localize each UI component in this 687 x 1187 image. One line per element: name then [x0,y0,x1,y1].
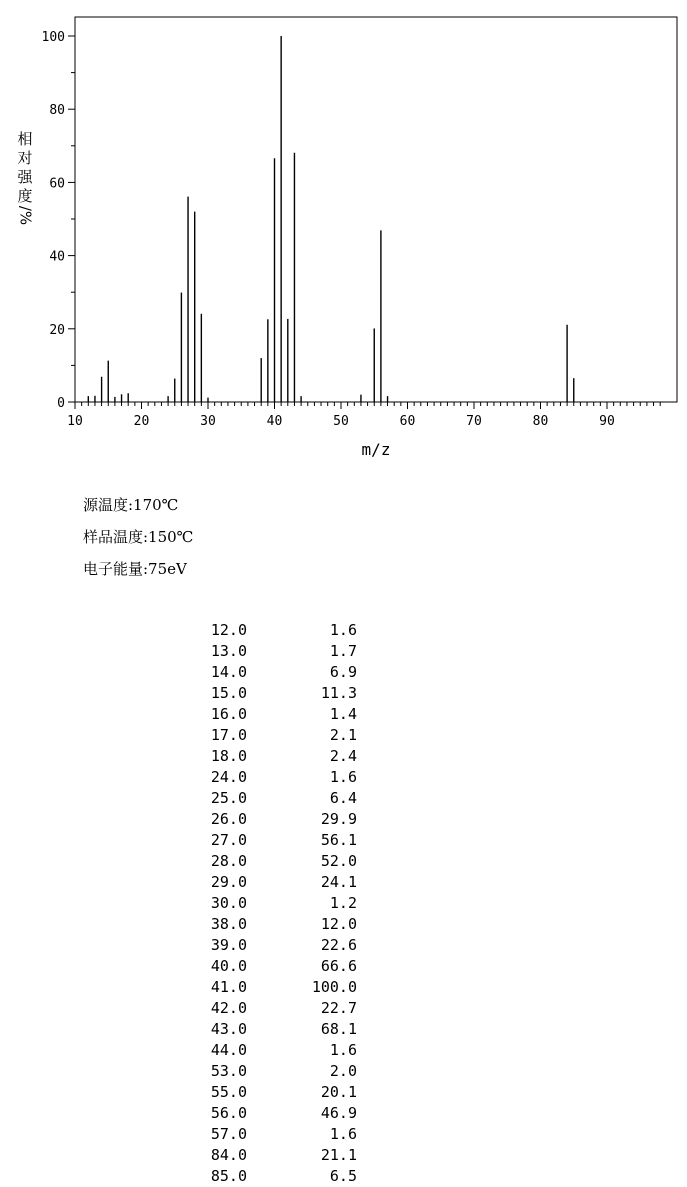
intensity-cell: 2.4 [329,747,357,765]
mz-cell: 84.0 [210,1146,247,1164]
table-row [195,683,357,704]
intensity-cell: 2.1 [329,726,357,744]
table-row [195,893,357,914]
intensity-cell: 66.6 [320,957,357,975]
x-tick-label: 20 [133,414,150,429]
y-axis-label-unit: /% [16,205,35,226]
table-row [195,641,357,662]
mz-cell: 14.0 [210,663,247,681]
mz-cell: 13.0 [210,642,247,660]
mz-cell: 43.0 [210,1020,247,1038]
table-row [195,830,357,851]
intensity-cell: 1.2 [329,894,357,912]
mz-cell: 30.0 [210,894,247,912]
mz-cell: 56.0 [210,1104,247,1122]
electron-energy: 电子能量:75eV [83,560,187,578]
table-row [195,935,357,956]
mz-cell: 55.0 [210,1083,247,1101]
intensity-cell: 12.0 [320,915,357,933]
spectrum-peaks [88,36,573,402]
y-tick-label: 100 [41,30,65,45]
table-row [195,851,357,872]
intensity-cell: 20.1 [320,1083,357,1101]
sample-temperature: 样品温度:150℃ [83,528,194,546]
y-axis-label-char: 度 [17,187,33,205]
table-row [195,1040,357,1061]
y-axis-label-char: 强 [17,168,33,186]
intensity-cell: 1.6 [329,621,357,639]
x-tick-label: 90 [599,414,615,429]
table-row [195,1082,357,1103]
intensity-cell: 1.6 [329,1041,357,1059]
intensity-cell: 6.9 [329,663,357,681]
x-axis-label: m/z [361,440,391,459]
mass-spectrum-chart [0,0,687,470]
intensity-cell: 6.4 [329,789,357,807]
x-tick-label: 80 [532,414,549,429]
plot-frame [75,17,677,402]
mz-cell: 15.0 [210,684,247,702]
intensity-cell: 46.9 [320,1104,357,1122]
y-axis-label [14,130,36,225]
mz-cell: 53.0 [210,1062,247,1080]
y-tick-label: 40 [49,249,65,265]
table-row [195,620,357,641]
y-tick-label: 80 [49,103,65,119]
mz-cell: 26.0 [210,810,247,828]
mz-cell: 38.0 [210,915,247,933]
x-tick-label: 70 [466,414,482,429]
y-axis [42,30,75,411]
table-row [195,1103,357,1124]
intensity-cell: 21.1 [320,1146,357,1164]
intensity-cell: 68.1 [320,1020,357,1038]
intensity-cell: 100.0 [311,978,357,996]
mz-cell: 27.0 [210,831,247,849]
table-row [195,725,357,746]
intensity-cell: 56.1 [320,831,357,849]
x-tick-label: 50 [333,414,349,429]
mz-cell: 85.0 [210,1167,247,1185]
table-row [195,977,357,998]
mz-cell: 12.0 [210,621,247,639]
x-tick-label: 10 [67,414,83,429]
table-row [195,1061,357,1082]
table-row [195,809,357,830]
mz-cell: 57.0 [210,1125,247,1143]
peak-table [195,620,357,1187]
x-tick-label: 40 [266,414,283,429]
intensity-cell: 22.7 [320,999,357,1017]
table-row [195,662,357,683]
mz-cell: 42.0 [210,999,247,1017]
intensity-cell: 24.1 [320,873,357,891]
mz-cell: 40.0 [210,957,247,975]
table-row [195,1166,357,1187]
mz-cell: 24.0 [210,768,247,786]
mz-cell: 25.0 [210,789,247,807]
intensity-cell: 52.0 [320,852,357,870]
table-row [195,914,357,935]
intensity-cell: 11.3 [320,684,357,702]
mz-cell: 18.0 [210,747,247,765]
table-row [195,704,357,725]
mz-cell: 39.0 [210,936,247,954]
table-row [195,767,357,788]
x-tick-label: 60 [399,414,416,429]
intensity-cell: 1.6 [329,1125,357,1143]
intensity-cell: 1.4 [329,705,357,723]
intensity-cell: 1.7 [329,642,357,660]
table-row [195,1019,357,1040]
mz-cell: 28.0 [210,852,247,870]
intensity-cell: 6.5 [329,1167,357,1185]
table-row [195,998,357,1019]
table-row [195,956,357,977]
y-axis-label-char: 相 [17,130,33,148]
mz-cell: 29.0 [210,873,247,891]
table-row [195,872,357,893]
table-row [195,746,357,767]
mz-cell: 17.0 [210,726,247,744]
table-row [195,1145,357,1166]
mz-cell: 16.0 [210,705,247,723]
y-tick-label: 20 [49,322,65,338]
source-temperature: 源温度:170℃ [83,496,179,514]
mz-cell: 44.0 [210,1041,247,1059]
mz-cell: 41.0 [210,978,247,996]
table-row [195,1124,357,1145]
y-tick-label: 0 [57,396,65,411]
y-tick-label: 60 [49,176,65,192]
intensity-cell: 29.9 [320,810,357,828]
x-tick-label: 30 [200,414,216,429]
intensity-cell: 1.6 [329,768,357,786]
x-axis [67,402,660,429]
table-row [195,788,357,809]
intensity-cell: 22.6 [320,936,357,954]
y-axis-label-char: 对 [17,149,33,167]
intensity-cell: 2.0 [329,1062,357,1080]
